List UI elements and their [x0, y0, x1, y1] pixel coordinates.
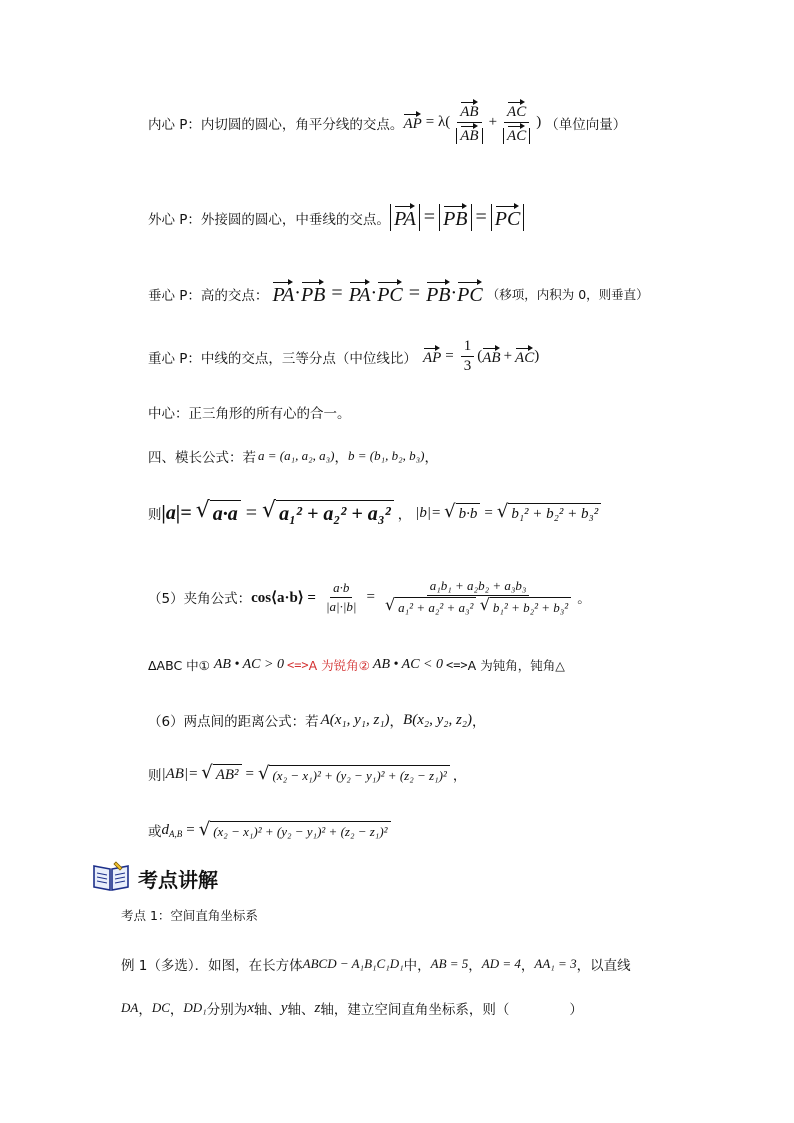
- components-magnitudes: √ a₁² + a₂² + a₃² √ b₁² + b₂² + b₃²: [382, 596, 574, 616]
- axis-x: x: [247, 999, 254, 1016]
- vector-b-definition: b = (b₁, b₂, b₃): [348, 448, 425, 463]
- sqrt-a-components: √ a₁² + a₂² + a₃²: [262, 500, 394, 526]
- unit-vector-ab: [453, 100, 485, 145]
- or-word: 或: [148, 824, 162, 840]
- distance-symbol: d: [161, 821, 169, 838]
- distance-subscript: A,B: [169, 829, 183, 839]
- example-line-1: [121, 954, 631, 974]
- sqrt-b-components: √ b₁² + b₂² + b₃²: [497, 503, 601, 523]
- example-text: 轴，建立空间直角坐标系，则（: [320, 1002, 510, 1018]
- triangle-angle-line: [148, 656, 565, 674]
- example-line-2: [121, 998, 583, 1018]
- example-text: 轴、: [287, 1002, 315, 1018]
- length-ad: AD = 4: [481, 956, 521, 971]
- vector-pc: PC: [457, 280, 483, 307]
- dot-operator: ·: [370, 282, 378, 304]
- magnitudes-product: |a|·|b|: [325, 598, 357, 614]
- example-text: 中，: [403, 958, 431, 974]
- magnitude-a: |a|=: [161, 501, 192, 524]
- angle-label: （5）夹角公式：: [148, 591, 252, 607]
- dot-operator: ·: [450, 282, 458, 304]
- components-dot-product: a₁b₁ + a₂b₂ + a₃b₃: [427, 578, 530, 596]
- ab-squared: AB²: [213, 764, 242, 784]
- magnitude-pb: [439, 204, 471, 231]
- example-text: 轴、: [253, 1002, 281, 1018]
- equals-sign: =: [245, 501, 258, 524]
- vector-pb: PB: [301, 280, 325, 307]
- vector-ab: AB: [482, 346, 500, 367]
- example-prefix: 例 1（多选）．如图，在长方体: [121, 958, 303, 974]
- orthocenter-note: （移项，内积为 0，则垂直）: [486, 286, 649, 302]
- point-a: A(x₁, y₁, z₁): [320, 711, 390, 728]
- line-da: DA: [121, 1000, 139, 1015]
- center-line: [148, 402, 351, 422]
- equals-sign: =: [366, 588, 375, 605]
- vector-ac-magnitude: AC: [507, 124, 526, 145]
- then-word: 则: [148, 507, 162, 523]
- b-dot-b: b·b: [456, 503, 481, 523]
- paren-close: ): [534, 348, 540, 364]
- example-text: ，以直线: [576, 958, 631, 974]
- b-components-sum: b₁² + b₂² + b₃²: [490, 597, 571, 616]
- separator: ，: [397, 507, 412, 523]
- sqrt-a-dot-a: √ a·a: [196, 500, 241, 526]
- vector-pa: PA: [349, 280, 371, 307]
- denominator: 3: [463, 358, 472, 374]
- paren-open: (: [477, 348, 483, 364]
- vector-pa: PA: [394, 204, 416, 231]
- period: 。: [577, 591, 591, 607]
- separator: ，: [334, 450, 348, 466]
- line-dd1: DD₁: [183, 1000, 207, 1015]
- lambda-open: = λ(: [425, 114, 451, 130]
- vector-ac: AC: [507, 100, 526, 121]
- equals-sign: =: [423, 206, 436, 228]
- separator: ，: [452, 768, 467, 784]
- sqrt-ab-squared: √ AB²: [201, 764, 241, 784]
- vector-pb: PB: [426, 280, 450, 307]
- equals-sign: =: [475, 206, 487, 228]
- dot-product-negative: AB • AC < 0: [372, 657, 443, 672]
- equals-sign: =: [186, 821, 195, 838]
- distance-label: （6）两点间的距离公式：若: [148, 714, 319, 730]
- centroid-line: [148, 338, 539, 375]
- vector-pa: PA: [272, 280, 294, 307]
- circumcenter-label: 外心 P：外接圆的圆心，中垂线的交点。: [148, 211, 390, 228]
- circumcenter-line: [148, 204, 524, 231]
- triangle-prefix: ΔABC 中①: [148, 658, 210, 673]
- separator: ，: [520, 958, 535, 974]
- dot-operator: ·: [294, 282, 301, 304]
- magnitude-pa: [390, 204, 420, 231]
- equals-sign: =: [331, 282, 343, 304]
- incenter-line: [148, 100, 626, 145]
- orthocenter-line: [148, 280, 649, 307]
- axis-y: y: [280, 999, 288, 1016]
- separator: ，: [138, 1002, 152, 1018]
- separator: ，: [468, 958, 482, 974]
- distance-formula-line: [148, 764, 466, 784]
- vector-ac: AC: [515, 346, 534, 367]
- cos-angle: cos⟨a·b⟩ =: [251, 589, 316, 606]
- axis-z: z: [314, 999, 321, 1016]
- vector-pc: PC: [377, 280, 403, 307]
- sqrt-coordinate-diff: √ (x₂ − x₁)² + (y₂ − y₁)² + (z₂ − z₁)²: [199, 821, 391, 840]
- a-components-sum: a₁² + a₂² + a₃²: [395, 597, 476, 616]
- answer-blank-close: ）: [569, 1002, 583, 1018]
- angle-formula-line: [148, 578, 591, 616]
- section-title: 考点讲解: [138, 867, 218, 892]
- distance-alt-line: [148, 820, 391, 840]
- equals-sign: =: [408, 282, 421, 304]
- cos-fraction-vectors: [323, 580, 360, 615]
- one-third: [461, 338, 475, 375]
- vector-pb: PB: [443, 204, 467, 231]
- sqrt-coordinate-diff: √ (x₂ − x₁)² + (y₂ − y₁)² + (z₂ − z₁)²: [258, 765, 450, 784]
- vector-a-definition: a = (a₁, a₂, a₃): [258, 448, 335, 463]
- iff-arrow: <=>: [286, 658, 309, 672]
- separator: ，: [472, 714, 486, 730]
- iff-arrow: <=>: [445, 658, 468, 672]
- vector-ab: AB: [460, 100, 478, 121]
- a-components-sum: a₁² + a₂² + a₃²: [276, 500, 394, 526]
- unit-vector-ac: [500, 100, 533, 145]
- numerator: 1: [461, 338, 475, 357]
- open-book-icon: [92, 860, 130, 896]
- vector-pc: PC: [495, 204, 521, 231]
- length-aa1: AA₁ = 3: [534, 956, 577, 971]
- separator: ，: [389, 714, 404, 730]
- b-components-sum: b₁² + b₂² + b₃²: [508, 503, 601, 523]
- plus-sign: +: [503, 348, 513, 364]
- lambda-close: ): [536, 114, 542, 130]
- example-text: 分别为: [206, 1002, 248, 1018]
- acute-result: A 为锐角②: [308, 658, 370, 673]
- sqrt-b-dot-b: √ b·b: [444, 503, 480, 523]
- coordinate-diff-sum: (x₂ − x₁)² + (y₂ − y₁)² + (z₂ − z₁)²: [210, 821, 390, 840]
- coordinate-diff-sum: (x₂ − x₁)² + (y₂ − y₁)² + (z₂ − z₁)²: [269, 765, 449, 784]
- magnitude-b: |b|=: [415, 504, 442, 521]
- vector-ap: AP: [403, 112, 421, 133]
- incenter-note: （单位向量）: [545, 116, 627, 133]
- centroid-label: 重心 P：中线的交点，三等分点（中位线比）: [148, 350, 417, 367]
- incenter-label: 内心 P：内切圆的圆心，角平分线的交点。: [148, 116, 404, 133]
- equals-sign: =: [484, 504, 493, 521]
- modulus-formula-line: [148, 500, 601, 526]
- equals-sign: =: [245, 765, 254, 782]
- obtuse-result: A 为钝角，钝角△: [467, 658, 565, 673]
- then-word: 则: [148, 768, 162, 784]
- a-dot-a: a·a: [210, 500, 241, 526]
- plus-sign: +: [488, 114, 498, 130]
- a-dot-b: a·b: [330, 580, 352, 598]
- cuboid-name: ABCD − A₁B₁C₁D₁: [302, 956, 404, 971]
- point-b: B(x₂, y₂, z₂): [403, 711, 472, 728]
- separator: ，: [424, 450, 438, 466]
- distance-heading-line: [148, 710, 486, 730]
- vector-ap: AP: [423, 346, 441, 367]
- equals-sign: =: [445, 348, 454, 364]
- magnitude-pc: [491, 204, 525, 231]
- center-label: 中心：正三角形的所有心的合一。: [148, 406, 351, 422]
- orthocenter-label: 垂心 P：高的交点：: [148, 287, 269, 304]
- vector-ab-magnitude: AB: [460, 124, 478, 145]
- dot-product-positive: AB • AC > 0: [213, 657, 284, 672]
- line-dc: DC: [151, 1000, 170, 1015]
- modulus-heading-line: [148, 446, 438, 466]
- length-ab: AB = 5: [430, 956, 469, 971]
- cos-fraction-components: [382, 578, 574, 616]
- modulus-heading: 四、模长公式：若: [148, 450, 256, 466]
- section-header: [92, 860, 218, 896]
- section-subtitle: 考点 1：空间直角坐标系: [121, 908, 258, 923]
- magnitude-ab: |AB|=: [161, 765, 199, 782]
- separator: ，: [169, 1002, 184, 1018]
